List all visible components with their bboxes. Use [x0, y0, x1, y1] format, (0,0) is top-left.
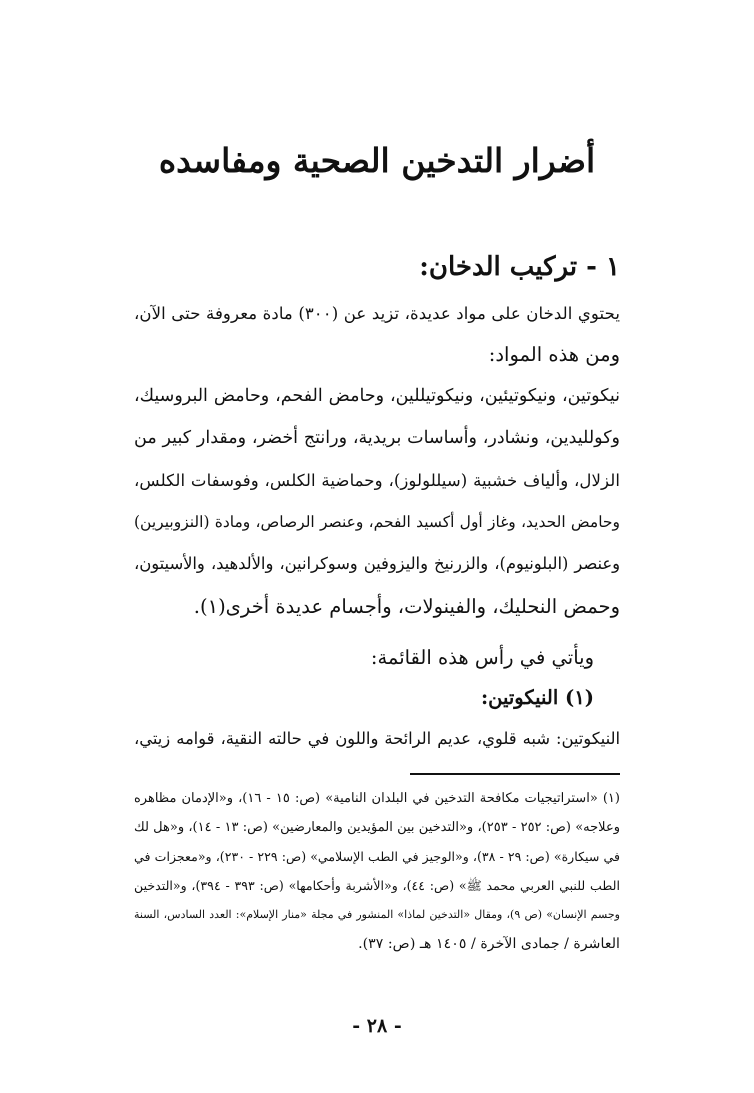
page-number: - ٢٨ -: [352, 1015, 402, 1037]
body-line-8: وحمض النحليك، والفينولات، وأجسام عديدة أخرى(١).: [193, 595, 620, 618]
section-heading: ١ - تركيب الدخان:: [419, 252, 620, 282]
footnote-line-3: في سيكارة» (ص: ٢٩ - ٣٨)، و«الوجيز في الطب الإسلامي» (ص: ٢٢٩ - ٢٣٠)، و«معجزات في: [134, 849, 621, 864]
footnote-line-6: العاشرة / جمادى الآخرة / ١٤٠٥ هـ (ص: ٣٧).: [358, 936, 620, 952]
body-line-6: وحامض الحديد، وغاز أول أكسيد الفحم، وعنصر الرصاص، ومادة (النزوبيرين): [134, 513, 620, 531]
footnote-divider: [410, 773, 620, 775]
body-line-1: يحتوي الدخان على مواد عديدة، تزيد عن (٣٠٠) مادة معروفة حتى الآن،: [134, 303, 621, 323]
subsection-heading: (١) النيكوتين:: [480, 686, 594, 709]
body-line-3: نيكوتين، ونيكوتيئين، ونيكوتيللين، وحامض الفحم، وحامض البروسيك،: [134, 386, 620, 406]
footnote-line-2: وعلاجه» (ص: ٢٥٢ - ٢٥٣)، و«التدخين بين المؤيدين والمعارضين» (ص: ١٣ - ١٤)، و«هل لك: [134, 820, 620, 835]
body-line-9: ويأتي في رأس هذه القائمة:: [370, 646, 594, 669]
body-line-7: وعنصر (البلونيوم)، والزرنيخ واليزوفين وسوكرانين، والألدهيد، والأسيتون،: [134, 554, 620, 573]
body-line-11: النيكوتين: شبه قلوي، عديم الرائحة واللون في حالته النقية، قوامه زيتي،: [134, 729, 620, 748]
footnote-line-5: وجسم الإنسان» (ص ٩)، ومقال «التدخين لماذا» المنشور في مجلة «منار الإسلام»: العدد السادس، السنة: [134, 908, 620, 921]
footnote-line-1: (١) «استراتيجيات مكافحة التدخين في البلدان النامية» (ص: ١٥ - ١٦)، و«الإدمان مظاهره: [134, 791, 620, 806]
body-line-4: وكولليدين، ونشادر، وأساسات بريدية، ورانتج أخضر، ومقدار كبير من: [134, 428, 620, 448]
footnote-line-4: الطب للنبي العربي محمد ﷺ» (ص: ٤٤)، و«الأشربة وأحكامها» (ص: ٣٩٣ - ٣٩٤)، و«التدخين: [134, 878, 620, 893]
body-line-5: الزلال، وألياف خشبية (سيللولوز)، وحماضية الكلس، وفوسفات الكلس،: [134, 470, 620, 490]
page-title: أضرار التدخين الصحية ومفاسده: [158, 141, 596, 180]
body-line-2: ومن هذه المواد:: [488, 343, 620, 366]
